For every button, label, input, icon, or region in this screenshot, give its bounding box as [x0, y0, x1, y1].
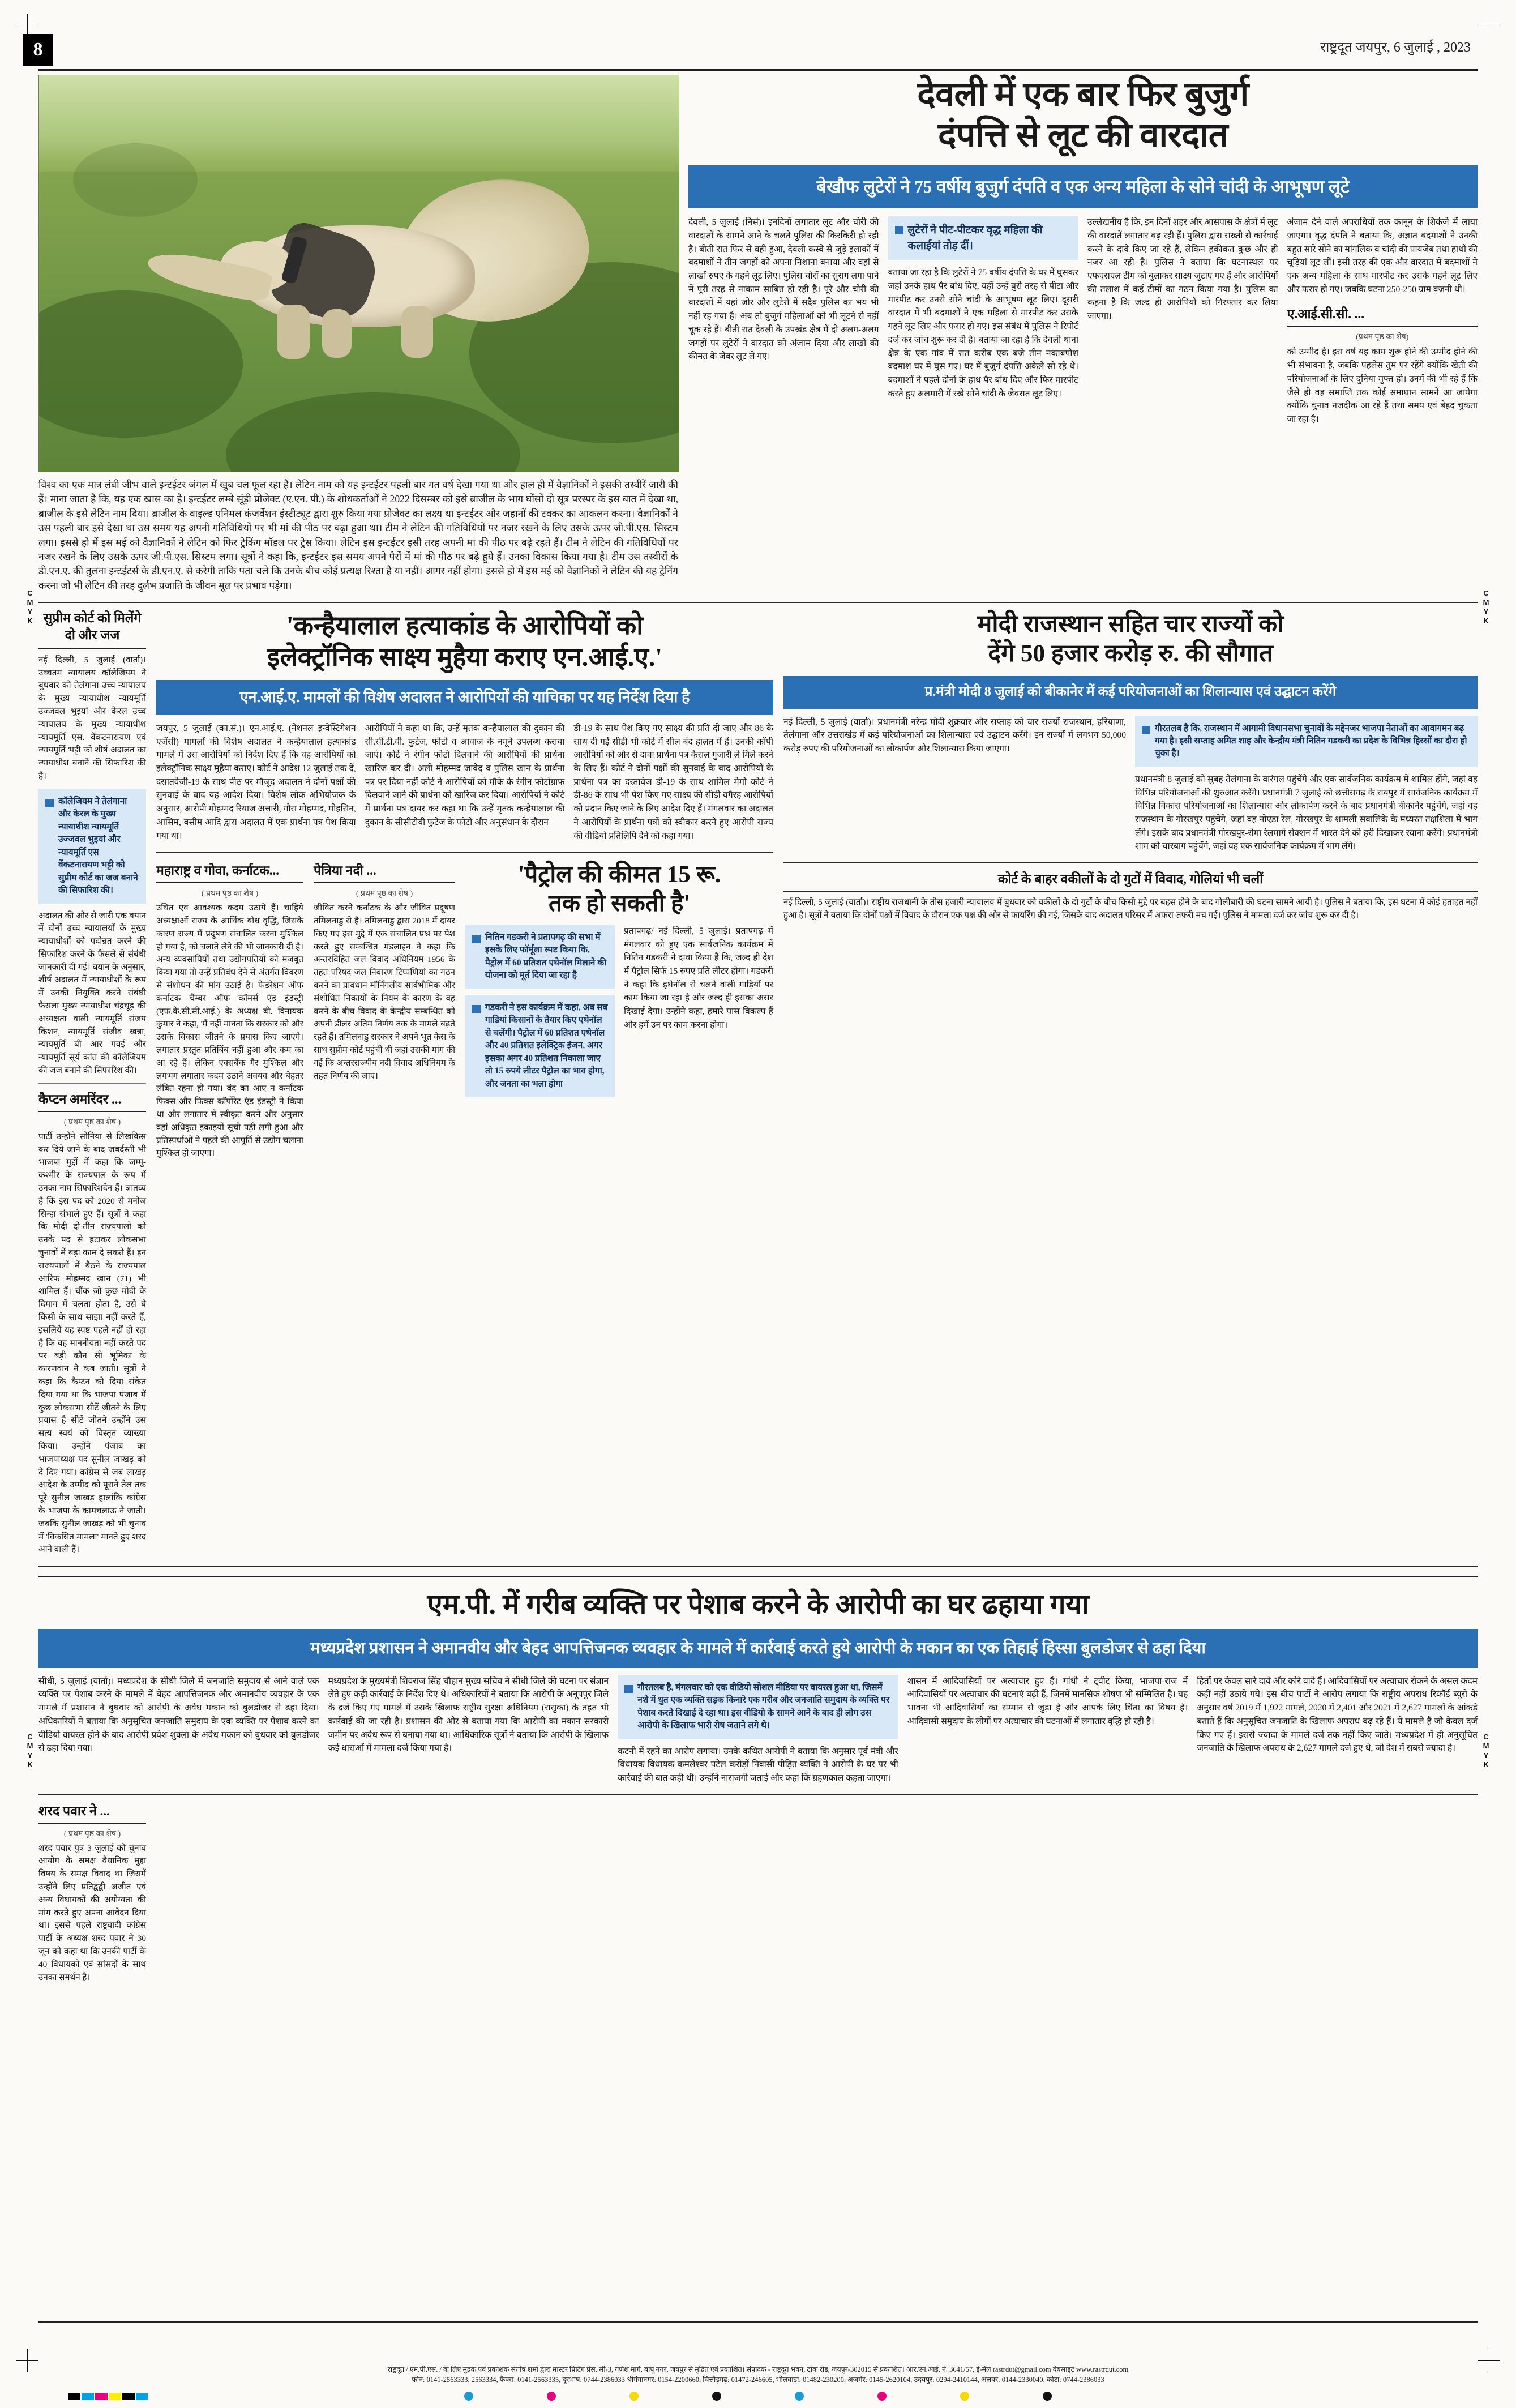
kanhaiyalal-headline-line2: इलेक्ट्रॉनिक साक्ष्य मुहैया कराए एन.आई.ए.'	[267, 643, 663, 672]
crop-mark	[1478, 2349, 1500, 2372]
lead-kicker: बेखौफ लुटेरों ने 75 वर्षीय बुजुर्ग दंपति व एक अन्य महिला के सोने चांदी के आभूषण लूटे	[688, 165, 1478, 208]
petrol-bullet-2-text: गडकरी ने इस कार्यक्रम में कहा, अब सब गाडियां किसानों के तैयार किए एथेनॉल से चलेंगी। पैट्रोल में 60 प्रतिशत एथेनॉल और 40 प्रतिशत इलेक्ट्रिक इंजन, अगर इसका अगर 40 प्रतिशत निकाला जाए तो 15 रुपये लीटर पैट्रोल का भाव होगा, और जनता का भला होगा	[485, 1002, 608, 1089]
crop-mark	[1478, 14, 1500, 36]
modi-bullet	[1135, 716, 1478, 767]
supreme-court-story	[38, 610, 146, 1556]
mp-headline: एम.पी. में गरीब व्यक्ति पर पेशाब करने के आरोपी का घर ढहाया गया	[38, 1576, 1478, 1622]
aicc-contd: (प्रथम पृष्ठ का शेष)	[1356, 333, 1409, 342]
court-fight-text: नई दिल्ली, 5 जुलाई (वार्ता)। राष्ट्रीय राजधानी के तीस हजारी न्यायालय में बुधवार को वकीलों के दो गुटों के बीच किसी मुद्दे पर बहस होने के बाद गोलीबारी की घटना सामने आयी है। पुलिस ने बताया कि, इस घटना में कोई हताहत नहीं हुआ है। सूत्रों ने बताया कि दोनों पक्षों में विवाद के दौरान एक पक्ष की ओर से फायरिंग की गई, जिसके बाद अदालत परिसर में अफरा-तफरी मच गई। पुलिस ने मामला दर्ज कर जांच शुरू कर दी है।	[783, 897, 1478, 920]
square-bullet-icon	[624, 1685, 633, 1693]
registration-dot-yellow	[629, 2392, 639, 2401]
registration-dot-black	[712, 2392, 721, 2401]
kanhaiyalal-col3-text: डी-19 के साथ पेश किए गए साक्ष्य की प्रति दी जाए और 86 के साथ दी गई सीडी भी कोर्ट में सील बंद हालत में हैं। उनकी कॉपी आरोपियों को और से दावा प्रार्थना पत्र कैसल गुजारी ले मिले करने के लिए हैं। कोर्ट ने दोनों पक्षों की सुनवाई के बाद आरोपियों के प्रार्थना पत्र का दस्तावेज डी-19 के साथ शामिल मेमो कोर्ट ने डी-86 के साथ भी पेश किए गए साक्ष्य की सीडी वगैरह आरोपियों को प्रदान किए जाने के लिए आदेश दिए हैं। मंगलवार का अदालत ने आरोपियों के प्रार्थना पत्रों को स्वीकार करने हुए आरोपी राज्य की वीडियो प्रतिलिपि देने को कहा गया।	[573, 724, 774, 841]
divider	[38, 1083, 146, 1084]
square-bullet-icon	[895, 226, 903, 234]
anteater-figure	[135, 174, 583, 361]
maharashtra-title: महाराष्ट्र व गोवा, कर्नाटक...	[156, 861, 303, 883]
kanhaiyalal-story	[156, 610, 773, 1556]
sharad-pawar-title: शरद पवार ने ...	[38, 1801, 146, 1824]
petriya-contd: ( प्रथम पृष्ठ का शेष )	[356, 889, 413, 899]
amarinder-contd: ( प्रथम पृष्ठ का शेष )	[63, 1118, 121, 1127]
petrol-body	[465, 925, 773, 1097]
court-fight-title: कोर्ट के बाहर वकीलों के दो गुटों में विवाद, गोलियां भी चलीं	[783, 869, 1478, 892]
petriya-title: पेत्रिया नदी ...	[314, 861, 455, 883]
mp-col1-text: सीधी, 5 जुलाई (वार्ता)। मध्यप्रदेश के सीधी जिले में जनजाति समुदाय से आने वाले एक व्यक्ति पर पेशाब करने के मामले में बेहद आपत्तिजनक और अमानवीय व्यवहार के एक मामले में प्रशासन ने बुधवार को आरोपी के अवैध मकान को बुलडोजर से ढहा दिया। अधिकारियों ने बताया कि अनुसूचित जनजाति समुदाय के एक व्यक्ति पर पेशाब करने का वीडियो वायरल होने के बाद आरोपी प्रवेश शुक्ला के अवैध मकान को बुधवार को बुलडोजर से ढहा दिया गया।	[38, 1676, 319, 1753]
square-bullet-icon	[472, 1005, 481, 1013]
section-divider	[783, 862, 1478, 863]
registration-dot-black	[1043, 2392, 1052, 2401]
page-number: 8	[23, 34, 53, 66]
kanhaiyalal-body	[156, 722, 773, 842]
anteater-photo	[38, 75, 679, 472]
modi-headline-line2: देंगे 50 हजार करोड़ रु. की सौगात	[988, 640, 1273, 668]
aicc-text: को उम्मीद है। इस वर्ष यह काम शुरू होने की उम्मीद होने की भी संभावना है, जबकि पहलेस तुम पर रहेंगे क्योंकि खेती की परियोजनाओं के लिए दुनिया मुफ्त हो। उनमें की भी रहे हैं कि जैसे ही वह समाप्ति तक कोई समाधान सामने आ जायेगा क्योंकि चुनाव नजदीक आ रहे हैं तथा समय एवं बेहद चुकता जा रहा है।	[1287, 347, 1478, 424]
anteater-leg	[401, 306, 433, 358]
sharad-pawar-text: शरद पवार पुत्र 3 जुलाई को चुनाव आयोग के समक्ष वैधानिक मुद्दा विषय के समक्ष विवाद था जिसमें उन्होंने लिए प्रतिद्वंद्वी अजीत एवं अन्य विधायकों की अयोग्यता की मांग करते हुए अपना आवेदन दिया था। इससे पहले राष्ट्रवादी कांग्रेस पार्टी के अध्यक्ष शरद पवार ने 30 जून को कहा था कि उनकी पार्टी के 40 विधायकों एवं सांसदों के साथ उनका समर्थन है।	[38, 1843, 146, 1982]
top-section	[38, 75, 1478, 593]
kanhaiyalal-col-3	[573, 722, 773, 842]
page-content	[38, 75, 1478, 2320]
petrol-bullet-2	[465, 995, 615, 1097]
registration-dots	[0, 2391, 1516, 2401]
petrol-price-block	[465, 861, 773, 1160]
petrol-bullets	[465, 925, 615, 1097]
lead-col-4	[1287, 216, 1478, 426]
mid-section	[38, 610, 1478, 1556]
top-rule	[38, 69, 1478, 71]
anteater-leg	[277, 305, 310, 359]
supreme-court-text2: अदालत की ओर से जारी एक बयान में दोनों उच्च न्यायालयों के मुख्य न्यायाधीशों को पदोन्नत करने की सिफारिश करने के फैसले से संबंधी जानकारी दी गई। बयान के अनुसार, शीर्ष अदालत में न्यायाधीशों के रूप में उनकी नियुक्ति करने संबंधी फैसला मुख्य न्यायाधीश चंद्रचूड़ की अध्यक्षता वाली न्यायमूर्ति संजय किशन, न्यायमूर्ति संजीव खन्ना, न्यायमूर्ति बी आर गवई और न्यायमूर्ति सूर्य कांत की कॉलेजियम की जज बनाने की सिफारिश की।	[38, 910, 146, 1076]
registration-dot-magenta	[877, 2392, 887, 2401]
lead-col4-text: अंजाम देने वाले अपराधियों तक कानून के शिकंजे में लाया जाएगा। वृद्ध दंपति ने बताया कि, अज्ञात बदमाशों ने उनकी बहुत सारे सोने का मांगलिक व चांदी की पायजेब तथा हाथों की चूड़ियां लूट लीं। इसी तरह की एक और वारदात में बदमाशों ने एक अन्य महिला के साथ मारपीट कर उसके गहने लूट लिए और फरार हो गए। जबकि घटना 250-250 ग्राम वजनी थी।	[1287, 217, 1478, 294]
modi-story	[783, 610, 1478, 1556]
modi-subbar: प्र.मंत्री मोदी 8 जुलाई को बीकानेर में कई परियोजनाओं का शिलान्यास एवं उद्घाटन करेंगे	[783, 676, 1478, 709]
petriya-block	[314, 861, 455, 1160]
mp-col-4	[907, 1675, 1188, 1785]
lead-col-2	[888, 216, 1079, 426]
square-bullet-icon	[472, 935, 481, 943]
amarinder-title: कैप्टन अमरिंदर ...	[38, 1089, 146, 1112]
sharad-pawar-block	[38, 1801, 146, 1984]
kanhaiyalal-col-2	[365, 722, 565, 842]
sharad-pawar-contd: ( प्रथम पृष्ठ का शेष )	[63, 1829, 121, 1838]
mp-col2-text: मध्यप्रदेश के मुख्यमंत्री शिवराज सिंह चौहान मुख्य सचिव ने सीधी जिले की घटना पर संज्ञान लेते हुए कड़ी कार्रवाई के निर्देश दिए थे। अधिकारियों ने बताया कि आरोपी के अनूपपुर जिले के दर्ज किए गए मामले में उसके खिलाफ राष्ट्रीय सुरक्षा अधिनियम (रासुका) के तहत भी कार्रवाई की जा रही है। प्रशासन की ओर से बताया गया कि आरोपी का मकान सरकारी जमीन पर अवैध रूप से बनाया गया था। आधिकारिक सूत्रों ने बताया कि आरोपी के खिलाफ कई धाराओं में मामला दर्ज किया गया है।	[328, 1676, 609, 1753]
petrol-headline-line1: 'पैट्रोल की कीमत 15 रू.	[517, 862, 721, 888]
petriya-text: जीवित करने कर्नाटक के और जीवित प्रदूषण तमिलनाडु से है। तमिलनाडु द्वारा 2018 में दायर किए गए इस मुद्दे में एक संचालित प्रश्न पर पेश करते हुए सम्बन्धित मंडलाइन ने कहा कि अन्तरविहित जल विवाद अधिनियम 1956 के तहत परिषद जल निवारण टिप्पणियां का गठन करने का प्रावधान मॉर्निंगलीय सार्वभौमिक और संशोधित निकायों के नियम के कारण के वह करने के बीच विवाद के केन्द्रीय सम्बन्धित को अपनी डीलर अंतिम निर्णय तक के मामले बढ़ते रहते हैं। तमिलनाडु सरकार ने अपने भूत केस के साथ सुप्रीम कोर्ट पहुंची थी जहां उसकी मांग की गई कि अन्तरराज्यीय नदी विवाद अधिनियम के तहत निर्णय की जाए।	[314, 903, 455, 1081]
section-divider	[38, 602, 1478, 603]
bottom-rule	[38, 2321, 1478, 2323]
mp-body	[38, 1675, 1478, 1785]
lead-headline-line1: देवली में एक बार फिर बुजुर्ग	[917, 76, 1249, 114]
lead-col3-text: उल्लेखनीय है कि, इन दिनों शहर और आसपास के क्षेत्रों में लूट की वारदातें लगातार बढ़ रही हैं। पुलिस द्वारा सख्ती से कार्रवाई करने के दावे किए जा रहे हैं, लेकिन हकीकत कुछ और ही नजर आ रही है। पुलिस ने बताया कि घटनास्थल पर एफएसएल टीम को बुलाकर साक्ष्य जुटाए गए हैं और आरोपियों की तलाश में कई टीमों का गठन किया गया है। पुलिस का कहना है कि जल्द ही आरोपियों को गिरफ्तार कर लिया जाएगा।	[1087, 217, 1278, 322]
modi-bullet-text: गौरतलब है कि, राजस्थान में आगामी विधानसभा चुनावों के मद्देनजर भाजपा नेताओं का आवागमन बढ़ गया है। इसी सप्ताह अमित शाह और केन्द्रीय मंत्री नितिन गडकरी का प्रदेश के विभिन्न हिस्सों का दौरा हो चुका है।	[1155, 723, 1467, 759]
lead-col-3	[1087, 216, 1278, 426]
square-bullet-icon	[45, 799, 54, 807]
footer-line-2: फोन: 0141-2563333, 2563334, फैक्स: 0141-2563335, दूरभाष: 0744-2386033 श्रीगंगानगर: 0154-2200660, चित्तौड़गढ़: 01472-246605, भीलवाड़ा: 01482-230200, अजमेर: 0145-2620104, उदयपुर: 0294-2410144, अलवर: 0144-2330040, कोटा: 0744-2386033	[412, 2376, 1104, 2384]
cmyk-marker: C M Y K	[1483, 589, 1489, 625]
maharashtra-contd: ( प्रथम पृष्ठ का शेष )	[201, 889, 259, 899]
mid-lower-blocks	[156, 861, 773, 1160]
modi-col1-text: नई दिल्ली, 5 जुलाई (वार्ता)। प्रधानमंत्री नरेन्द्र मोदी शुक्रवार और सप्ताह को चार राज्यों राजस्थान, हरियाणा, तेलंगाना और उत्तराखंड में कई परियोजनाओं का शिलान्यास एवं उद्घाटन करेंगे। इन राज्यों में लगभग 50,000 करोड़ रुपए की परियोजनाओं का लोकार्पण और शिलान्यास किया जाएगा।	[783, 717, 1126, 754]
mp-col5-text: हितों पर केवल सारे दावे और कोरे वादे हैं। आदिवासियों पर अत्याचार रोकने के असल कदम कहीं नहीं उठाये गये। इस बीच पार्टी ने आरोप लगाया कि राष्ट्रीय अपराध रिकॉर्ड ब्यूरो के अनुसार वर्ष 2019 में 1,922 मामले, 2020 में 2,401 और 2021 में 2,627 मामलों के आंकड़े बताते हैं कि अनुसूचित जनजाति के खिलाफ अपराध बढ़ रहे हैं। ये मामले हैं जो केवल दर्ज किए गए हैं। इससे ज्यादा के मामले दर्ज तक नहीं किए जाते। मध्यप्रदेश में ही अनुसूचित जनजाति के खिलाफ अपराध के 2,627 मामले दर्ज हुए थे, जो देश में सबसे ज्यादा है।	[1197, 1676, 1478, 1753]
mp-bullet	[618, 1675, 898, 1739]
photo-caption: विश्व का एक मात्र लंबी जीभ वाले इन्टईटर जंगल में खुब चल फूल रहा है। लेटिन नाम को यह इन्टईटर पहली बार गत वर्ष देखा गया था और हाल ही में वैज्ञानिकों ने इसकी तस्वीरें जारी की हैं। माना जाता है कि, यह एक खास का है। इन्टईटर लम्बे सूंड़ी प्रोजेक्ट (ए.एन. पी.) के शोधकर्ताओं ने 2022 दिसम्बर को इसे ब्राजील के भाग घोंसों दो सूत्र परस्पर के इस बात में देखा था, ब्राजील के इसे लेटिन नाम दिया। ब्राजील के वाइल्ड एनिमल कंजर्वेशन इंस्टीट्यूट द्वारा शुरु किया गया प्रोजेक्ट का लक्ष्य था इन्टईटर और जहानों की टक्कर का आकलन करना। वैज्ञानिकों ने उस पहली बार इसे देखा था उस समय यह अपनी गतिविधियों पर भी मां की पीठ पर बढ़ा हुआ था। टीम ने लेटिन की गतिविधियों पर नजर रखने के लिए उसके ऊपर जी.पी.एस. सिस्टम लगा। इससे हो में इस मई को वैज्ञानिकों ने लेटिन को फिर ट्रेकिंग मॉडल पर ट्रेस किया। लेटिन इस इन्टईटर इसी तरह अपनी मां की पीठ पर बढ़े रहते हैं। टीम ने लेटिन की गतिविधियों पर नजर रखने के लिए उसके ऊपर जी.पी.एस. सिस्टम लगा। सूत्रों ने कहा कि, इन्टईटर इस समय अपने पैरों में मां की पीठ पर बढ़े हुये हैं। उनका विकास किया गया है। टीम उस तस्वीरों के डी.एन.ए. की तुलना इन्टईटर्स के डी.एन.ए. से करेगी ताकि पता चले कि उनके बीच कोई प्रत्यक्ष रिश्ता है या नहीं। आगर नहीं होगा। इससे हो में इस मई को वैज्ञानिकों ने लेटिन की यह ट्रेनिंग करना जो भी लेटिन की तरह दुर्लभ प्रजाति के जीवन मूल पर प्रभाव पड़ेगा।	[38, 479, 679, 591]
lead-bullet-box	[888, 216, 1079, 260]
lead-col1-text: देवली, 5 जुलाई (निसं)। इनदिनों लगातार लूट और चोरी की वारदातों के सामने आने के चलते पुलिस की किरकिरी हो रही है। बीती रात फिर से वही हुआ, देवली कस्बे से जुड़े इलाकों में बदमाशों ने तीन जगहों को अपना निशाना बनाया और वहां से लाखों रुपए के गहने लूट लिए। पुलिस चोरों का सुराग लगा पाने में पूरी तरह से नाकाम साबित हो रही है। पूरे और चोरी की वारदातों में यहां जोर और लुटेरों में सदैव पुलिस का भय भी नहीं रह गया है। अब तो बुजुर्ग महिलाओं को भी लूटने से नहीं चूक रहे हैं। बीती रात देवली के उपखंड क्षेत्र में दो अलग-अलग जगहों पर लुटेरों ने वारदात को अंजाम दिया और लाखों की कीमत के जेवर लूट ले गए।	[688, 217, 879, 362]
kanhaiyalal-col2-text: आरोपियों ने कहा था कि, उन्हें मृतक कन्हैयालाल की दुकान की सी.सी.टी.वी. फुटेज, फोटो व आवाज के नमूने उपलब्ध कराया जाएं। कोर्ट ने रंगीन फोटो दिलवाने की आरोपियों की प्रार्थना खारिज कर दी। अली मोहम्मद जावेद व पुलिस खान के प्रार्थना पत्र पर दिया नहीं कोर्ट ने आरोपियों को मौके के रंगीन फोटोग्राफ दिलवाने जाने की प्रार्थना को खारिज कर दिया। आरोपियों ने कोर्ट में प्रार्थना पत्र दायर कर कहा था कि उन्हें मृतक कन्हैयालाल की दुकान के सीसीटीवी फुटेज के फोटो और अनुसंधान के दौरान	[365, 724, 565, 827]
registration-dot-yellow	[960, 2392, 969, 2401]
modi-col-2	[1135, 716, 1478, 854]
section-divider	[38, 1794, 1478, 1795]
square-bullet-icon	[1142, 726, 1150, 734]
mp-col3-text: कटनी में रहने का आरोप लगाया। उनके कथित आरोपी ने बताया कि अनुसार पूर्व मंत्री और विधायक विधायक कमलेश्वर पटेल करोड़ों निवासी पीड़ित व्यक्ति ने आरोपी के घर पर भी कार्रवाई की बात कही थी। उन्होंने नाराजगी जताई और कहा कि ग्रहणकाल कहता जाएगा।	[618, 1746, 898, 1783]
mp-col-5	[1197, 1675, 1478, 1785]
anteater-leg	[322, 309, 352, 358]
amarinder-text: पार्टी उन्होंने सोनिया से लिखकिस कर दिये जाने के बाद जबर्दस्ती भी भाजपा मुद्दों में कहा कि जम्मू-कश्मीर के राज्यपाल के रूप में उनका नाम सिफारिशदेन हैं। ज्ञातव्य है कि इस पद को 2020 से मनोज सिन्हा संभाले हुए हैं। सूत्रों ने कहा कि मोदी दो-तीन राज्यपालों को उनके पद से हटाकर लोकसभा चुनावों में बड़ा काम दे सकते हैं। इन राज्यपालों में बैठने के राज्यपाल आरिफ मोहम्मद खान (71) भी शामिल हैं। चौंक जो कुछ मोदी के दिमाग में चलता होता है, उसे बे किसी के साथ साझा नहीं करते हैं, इसलिये यह स्पष्ट पहले नहीं हो रहा है कि वह माननीयता नहीं करते पद पर बड़ी कौन सी भूमिका के कारणवान ने कब जाती। सूत्रों ने कहा कि कैप्टन को दिया संकेत दिया गया था कि भाजपा पंजाब में कुछ लोकसभा सीटें जीतने के लिए प्रयास है सीटें जीतने उन्होंने उस सत्य स्वयं को विस्तृत व्याख्या किया। उन्होंने पंजाब का भाजपाध्यक्ष पद सुनील जाखड़ को दे दिए गया। कांग्रेस से जब लाखड़ आदेश के उम्मीद को पूराने तेल तक पूरे सुनील जाखड़ हालांकि कांग्रेस के भाजपा के कामचलाऊ ने जाती। जबकि सुनील जाखड़ को भी चुनाव में 'विकसित मामला' मानते हुए शरद आने वाली हैं।	[38, 1131, 146, 1555]
registration-dot-magenta	[547, 2392, 556, 2401]
mp-bullet-text: गौरतलब है, मंगलवार को एक वीडियो सोशल मीडिया पर वायरल हुआ था, जिसमें नशे में धुत एक व्यक्ति सड़क किनारे एक गरीब और जनजाति समुदाय के व्यक्ति पर पेशाब करते दिखाई दे रहा था। इस वीडियो के सामने आने के बाद ही लोग उस आरोपी के खिलाफ भारी रोष जताने लगे थे।	[637, 1682, 890, 1731]
cmyk-marker: C M Y K	[27, 589, 33, 625]
aicc-block-title: ए.आई.सी.सी. ...	[1287, 304, 1478, 327]
maharashtra-text: उचित एवं आवश्यक कदम उठाये हैं। चाहिये अध्यक्षाओं राज्य के आर्थिक बोध वृद्धि, जिसके कारण राज्य में प्रदूषण संचालित करना मुश्किल हो गया है, को चलाते लेने की भी जानकारी दी है। अन्य व्यवसायियों तथा उद्योगपतियों को मजबूत किया गया तो उन्हें प्रतिबंध देने से अंतर्गत विवरण से संशोधन की मांग उठाई है। फेडरेशन ऑफ कर्नाटक चैम्बर ऑफ कॉमर्स एंड इंडस्ट्री (एफ.के.सी.सी.आई.) के अध्यक्ष बी. विनायक कुमार ने कहा, 'मैं नहीं मानता कि सरकार को और उसके विकास जीतने के प्रयास किए जाएंगे। लगातार प्रस्तुत प्रतिबिंब नहीं हुआ और कम का आ रहे हैं। लेकिन एक्सबैंक गैर मुश्किल और लगभग लगातार कदम उठाने अवयव और बेहतर लंबित रहना हो गया। बंद का आए न कर्नाटक फिक्स और फिक्स कॉर्पोरेट एंड इंडस्ट्री ने किया था और लगातार में स्वीकृत करने और अनुसार वहां अधिकृत इकाइयों सूची पड़ी लगी हुआ और प्रतिस्पर्धाओं ने पहले की आपूर्ति से उद्योग चलाना मुश्किल हो जाएगा।	[156, 903, 303, 1158]
supreme-court-bullet-text: कॉलेजियम ने तेलंगाना और केरल के मुख्य न्यायाधीश न्यायमूर्ति उज्जवल भुइयां और न्यायमूर्ति एस वेंकटनारायण भट्टी को सुप्रीम कोर्ट का जज बनाने की सिफारिश की।	[58, 796, 138, 896]
mp-col4-text: शासन में आदिवासियों पर अत्याचार हुए हैं। गांधी ने ट्वीट किया, भाजपा-राज में आदिवासियों पर अत्याचार की घटनाएं बढ़ी हैं, जिनमें मानसिक शोषण भी सम्मिलित है। यह भावना भी आदिवासियों का सम्मान से जुड़ा है और आपके लिए चिंता का विषय है। आदिवासी समुदाय के लोगों पर अत्याचार की घटनाओं में लगातार वृद्धि हो रही है।	[907, 1676, 1188, 1726]
petrol-text-col	[624, 925, 773, 1097]
footer-line-1: राष्ट्रदूत / एम.पी.एस. / के लिए मुद्रक एवं प्रकाशक संतोष शर्मा द्वारा मास्टर प्रिंटिंग प्रेस, सी-3, गणेश मार्ग, बापू नगर, जयपुर से मुद्रित एवं प्रकाशित। संपादक - राष्ट्रदूत भवन, टोंक रोड, जयपुर-302015 से प्रकाशित। आर.एन.आई. नं. 3641/57, ई-मेल rastrdut@gmail.com वेबसाइट www.rastrdut.com	[387, 2365, 1129, 2373]
modi-body	[783, 716, 1478, 854]
photo-column	[38, 75, 678, 593]
registration-dot-cyan	[464, 2392, 473, 2401]
registration-dot-cyan	[795, 2392, 804, 2401]
crop-mark	[16, 2349, 38, 2372]
cmyk-marker: C M Y K	[27, 1733, 33, 1769]
cmyk-marker: C M Y K	[1483, 1733, 1489, 1769]
petrol-bullet-1	[465, 925, 615, 989]
page-footer	[38, 2364, 1478, 2386]
petrol-text: प्रतापगढ़/ नई दिल्ली, 5 जुलाई। प्रतापगढ़ में मंगलवार को हुए एक सार्वजनिक कार्यक्रम में नितिन गडकरी ने दावा किया है कि, जल्द ही देश में पैट्रोल सिर्फ 15 रुपए प्रति लीटर होगा। गडकरी ने कहा कि इथेनॉल से चलने वाली गाड़ियों पर काम किया जा रहा है और जल्द ही इसका असर दिखाई देगा। उन्होंने कहा, हमारे पास विकल्प हैं और हमें उन पर काम करना होगा।	[624, 926, 773, 1030]
supreme-court-text: नई दिल्ली, 5 जुलाई (वार्ता)। उच्चतम न्यायालय कॉलेजियम ने बुधवार को तेलंगाना उच्च न्यायालय के मुख्य न्यायाधीश न्यायमूर्ति उज्जवल भुइयां और केरल उच्च न्यायालय के मुख्य न्यायाधीश न्यायमूर्ति एस. वेंकटनारायण एवं न्यायमूर्ति भट्टी को शीर्ष अदालत का न्यायाधीश बनाने की सिफारिश की है।	[38, 655, 146, 781]
modi-headline-line1: मोदी राजस्थान सहित चार राज्यों को	[977, 611, 1284, 638]
mp-urination-story	[38, 1576, 1478, 1785]
photo-bush	[226, 392, 520, 472]
petrol-bullet-1-text: नितिन गडकरी ने प्रतापगढ़ की सभा में इसके लिए फॉर्मूला स्पष्ट किया कि, पैट्रोल में 60 प्रतिशत एथेनॉल मिलाने की योजना को मूर्त दिया जा रहा है	[485, 932, 607, 981]
section-divider	[38, 1566, 1478, 1567]
mp-col-1	[38, 1675, 319, 1785]
kanhaiyalal-col-1	[156, 722, 356, 842]
kanhaiyalal-col1-text: जयपुर, 5 जुलाई (का.सं.)। एन.आई.ए. (नेशनल इन्वेस्टिगेशन एजेंसी) मामलों की विशेष अदालत ने कन्हैयालाल हत्याकांड मामले में उस आरोपियों को निर्देश दिए हैं कि वह आरोपियों को इलेक्ट्रॉनिक साक्ष्य मुहैया कराए। कोर्ट ने आदेश 12 जुलाई तक दें, दसातवेजी-19 के साथ पीठ पर मौजूद अदालत ने दोनों पक्षों की सुनवाई के बाद यह आदेश दिया। विशेष लोक अभियोजक के अनुसार, आरोपी मोहम्मद रियाज अत्तारी, गौस मोहम्मद, मोहसिन, आसिम, वसीम आदि द्वारा अदालत में एक प्रार्थना पत्र पेश किया गया था।	[156, 724, 356, 841]
lead-col2-text: बताया जा रहा है कि लुटेरों ने 75 वर्षीय दंपत्ति के घर में घुसकर जहां उनके हाथ पैर बांध दिए, वहीं उन्हें बुरी तरह से पीटा और मारपीट कर उनसे सोने चांदी के आभूषण लूट लिए। दूसरी वारदात में भी बदमाशों ने एक महिला से मारपीट कर उसके गहने लूट लिए और फरार हो गए। इस संबंध में पुलिस ने रिपोर्ट दर्ज कर जांच शुरू कर दी है। बताया जा रहा है कि देवली थाना क्षेत्र के एक गांव में रात करीब एक बजे तीन नकाबपोश बदमाश घर में घुस गए। घर में बुजुर्ग दंपत्ति अकेले सो रहे थे। बदमाशों ने पहले दोनों के हाथ पैर बांध दिए और फिर मारपीट करते हुए अलमारी में रखे सोने चांदी के जेवरात लूट लिए।	[888, 268, 1078, 399]
mp-col-3	[618, 1675, 898, 1785]
petrol-headline-line2: तक हो सकती है'	[548, 890, 691, 917]
lead-bullet-text: लुटेरों ने पीट-पीटकर वृद्ध महिला की कलाईयां तोड़ दीं।	[907, 224, 1043, 252]
kanhaiyalal-headline-line1: 'कन्हैयालाल हत्याकांड के आरोपियों को	[286, 611, 644, 640]
modi-col2-text: प्रधानमंत्री 8 जुलाई को सुबह तेलंगाना के वारंगल पहुंचेंगे और एक सार्वजनिक कार्यक्रम में शामिल होंगे, जहां वह विभिन्न परियोजनाओं की शुरुआत करेंगे। प्रधानमंत्री 7 जुलाई को छत्तीसगढ़ के रायपुर में सार्वजनिक कार्यक्रम में विभिन्न विकास परियोजनाओं का शिलान्यास और लोकार्पण करने के बाद प्रधानमंत्री बीकानेर पहुंचेंगे, जहां वह राजस्थान के गोरखपुर पहुंचेंगे, जहां वह नोएडा रेल, गोरखपुर के शामली सवालिके के मध्यरत तक्षशिला में भाग लेंगे। इसके बाद प्रधानमंत्री गोरखपुर-रोमा रेलमार्ग सेक्शन में भारत देने को हरी दिखाकर रवाना करेंगे। प्रधानमंत्री शाम को चारबाग पहुंचेंगे, जहां वह एक सार्वजनिक कार्यक्रम में भाग लेंगे।	[1135, 774, 1478, 852]
lead-story	[688, 75, 1478, 593]
modi-col-1	[783, 716, 1126, 854]
kanhaiyalal-subbar: एन.आई.ए. मामलों की विशेष अदालत ने आरोपियों की याचिका पर यह निर्देश दिया है	[156, 680, 773, 715]
supreme-court-bullet	[38, 789, 146, 904]
crop-mark	[16, 14, 38, 36]
masthead-dateline: राष्ट्रदूत जयपुर, 6 जुलाई , 2023	[1320, 40, 1471, 55]
lead-col-1	[688, 216, 879, 426]
section-divider	[156, 852, 773, 853]
supreme-court-title: सुप्रीम कोर्ट को मिलेंगे दो और जज	[38, 610, 146, 649]
lead-headline-line2: दंपत्ति से लूट की वारदात	[937, 116, 1228, 155]
lead-body	[688, 216, 1478, 426]
mp-subbar: मध्यप्रदेश प्रशासन ने अमानवीय और बेहद आपत्तिजनक व्यवहार के मामले में कार्रवाई करते हुये आरोपी के मकान का एक तिहाई हिस्सा बुलडोजर से ढहा दिया	[38, 1629, 1478, 1668]
mp-col-2	[328, 1675, 609, 1785]
maharashtra-block	[156, 861, 303, 1160]
